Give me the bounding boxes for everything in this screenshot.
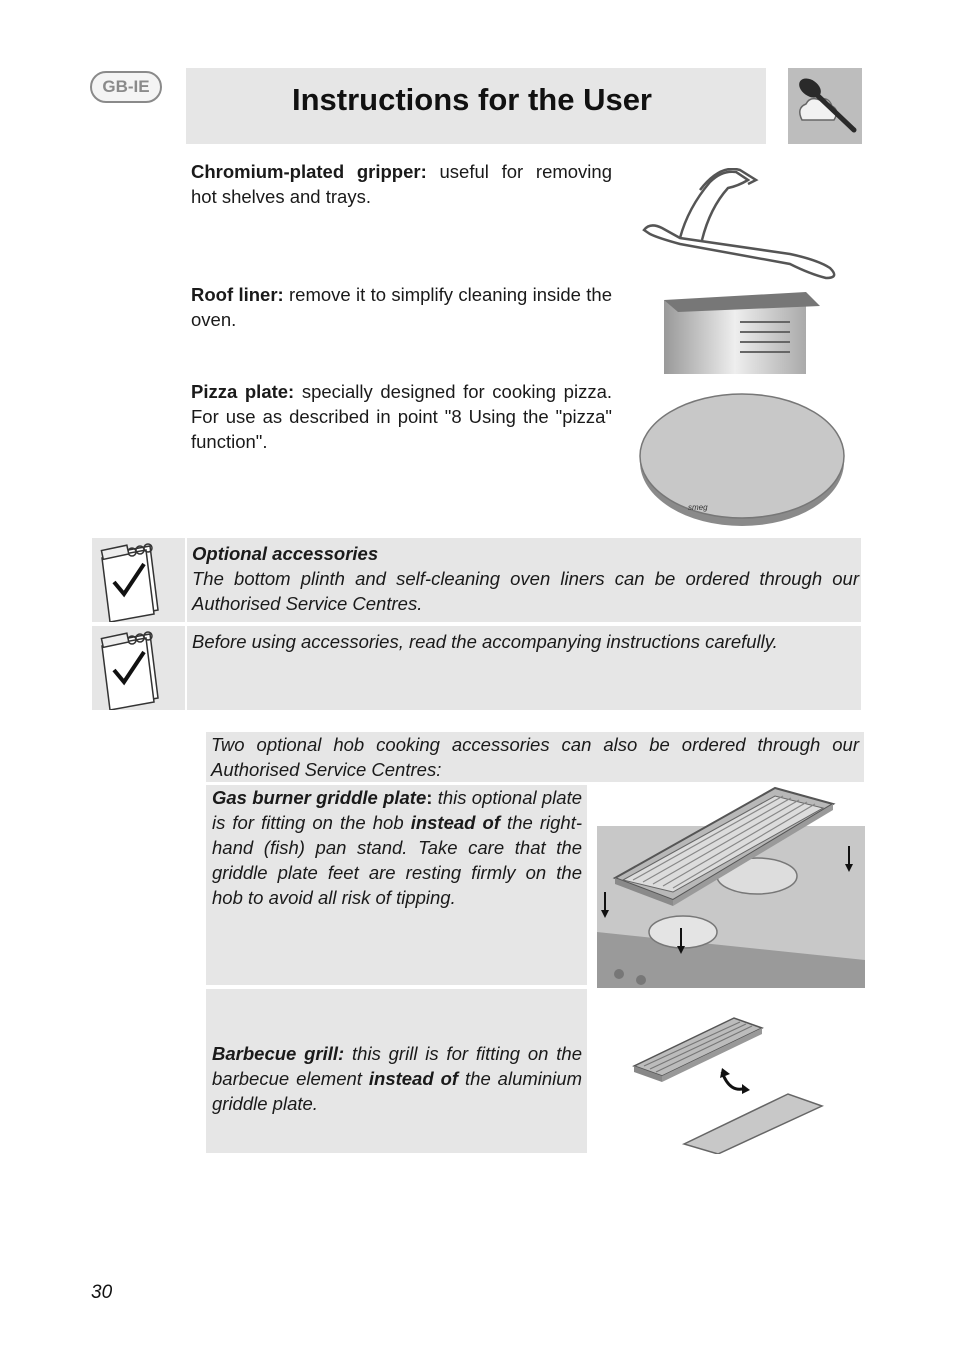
- roof-liner-icon: [664, 292, 820, 381]
- griddle-box: Gas burner griddle plate: this optional plate is for fitting on the hob instead of the right-hand (fish) pan stand. Take care that the griddle plate feet are resting firmly on the hob to avoid all risk of tipping.: [206, 785, 587, 985]
- item-roof-liner-text: remove it to simplify cleaning inside the oven.: [191, 284, 612, 330]
- note-1-title: Optional accessories: [192, 543, 379, 564]
- item-pizza-plate: [191, 379, 612, 454]
- pizza-plate-icon: [636, 388, 850, 535]
- note-icon-1: [92, 538, 185, 622]
- note-box-1: [187, 538, 861, 622]
- item-gripper: [191, 159, 612, 209]
- gripper-icon: [640, 168, 840, 288]
- griddle-label: Gas burner griddle plate: [212, 787, 427, 808]
- griddle-image: [597, 782, 865, 993]
- bbq-box: Barbecue grill: this grill is for fitting on the barbecue element instead of the aluminium griddle plate.: [206, 989, 587, 1153]
- page-number: 30: [91, 1282, 113, 1303]
- language-badge: GB-IE: [90, 71, 162, 103]
- chef-spoon-icon: [788, 68, 862, 144]
- griddle-emph: instead of: [410, 812, 500, 833]
- item-roof-liner-label: Roof liner:: [191, 284, 284, 305]
- bbq-emph: instead of: [368, 1068, 459, 1089]
- item-pizza-plate-label: Pizza plate:: [191, 381, 295, 402]
- note-2-text: Before using accessories, read the accompanying instructions carefully.: [192, 631, 778, 652]
- page-title: Instructions for the User: [292, 82, 652, 117]
- item-gripper-text: useful for removing hot shelves and trays.: [191, 161, 612, 207]
- note-icon-2: [92, 626, 185, 710]
- bbq-label: Barbecue grill:: [212, 1043, 345, 1064]
- hob-intro-text: Two optional hob cooking accessories can also be ordered through our Authorised Service Centres:: [211, 734, 859, 780]
- barbecue-grill-image: [630, 1014, 826, 1159]
- note-1-text: The bottom plinth and self-cleaning oven liners can be ordered through our Authorised Service Centres.: [192, 568, 859, 614]
- title-bar: [186, 68, 766, 144]
- hob-intro-box: [206, 732, 864, 782]
- item-pizza-plate-text: specially designed for cooking pizza. For use as described in point "8 Using the "pizza" function".: [191, 381, 612, 452]
- pizza-brand: smeg: [688, 503, 708, 512]
- item-roof-liner: [191, 282, 612, 332]
- item-gripper-label: Chromium-plated gripper:: [191, 161, 427, 182]
- note-box-2: [187, 626, 861, 710]
